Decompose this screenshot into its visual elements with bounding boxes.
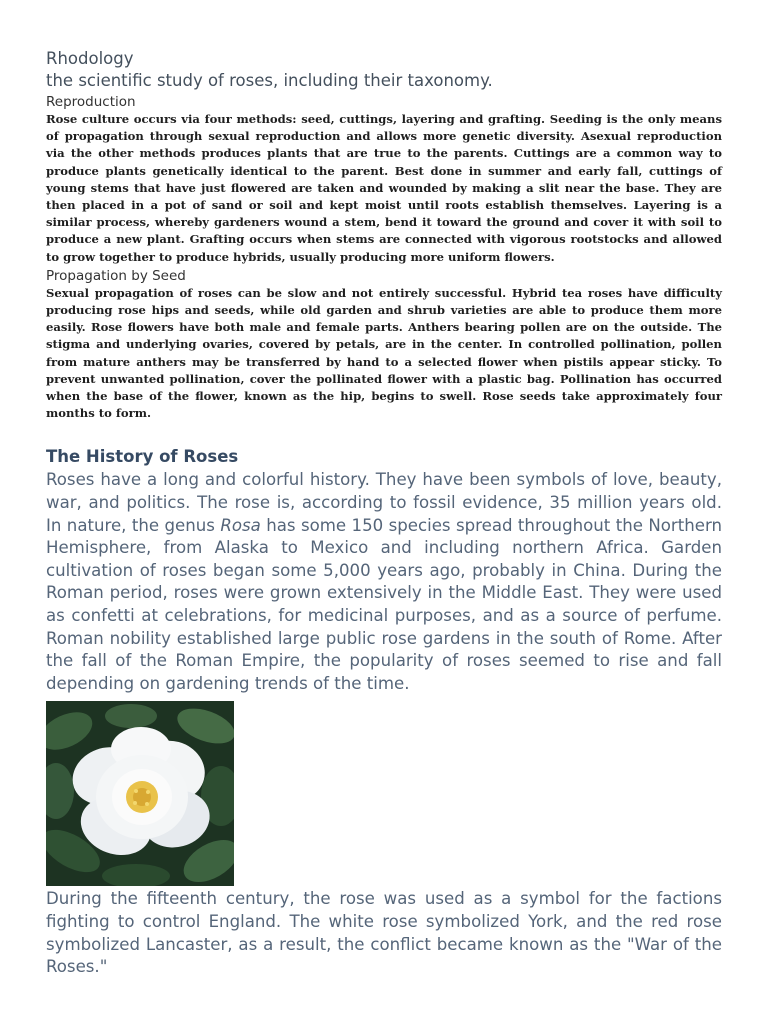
reproduction-paragraph: Rose culture occurs via four methods: seed, cuttings, layering and grafting. Seeding is the only means of propagation through sexual reproduction and allows more genetic diversity. Asexual reproduction via the other methods produces plants that are true to the parents. Cuttings are a common way to produce plants genetically identical to the parent. Best done in summer and early fall, cuttings of young stems that have just flowered are taken and wounded by making a slit near the base. They are then placed in a pot of sand or soil and kept moist until roots establish themselves. Layering is a similar process, whereby gardeners wound a stem, bend it toward the ground and cover it with soil to produce a new plant. Grafting occurs when stems are connected with vigorous rootstocks and allowed to grow together to produce hybrids, usually producing more uniform flowers. xyxy=(46,112,722,264)
propagation-heading: Propagation by Seed xyxy=(46,267,186,284)
history-text-part-2: has some 150 species spread throughout the Northern Hemisphere, from Alaska to Mexico and including northern Africa. Garden cultivation of roses began some 5,000 years ago, probably in China. During the Roman period, roses were grown extensively in the Middle East. They were used as confetti at celebrations, for medicinal purposes, and as a source of perfume. Roman nobility established large public rose gardens in the south of Rome. After the fall of the Roman Empire, the popularity of roses seemed to rise and fall depending on gardening trends of the time. xyxy=(46,515,722,693)
white-rose-photo xyxy=(46,701,234,886)
history-text-part-1: Roses have a long and colorful history. They have been symbols of love, beauty, war, and politics. The rose is, according to fossil evidence, 35 million years old. In nature, the genus xyxy=(46,470,722,535)
reproduction-heading: Reproduction xyxy=(46,94,136,110)
genus-name: Rosa xyxy=(220,515,261,535)
war-of-roses-paragraph: During the fifteenth century, the rose was used as a symbol for the factions fighting to control England. The white rose symbolized York, and the red rose symbolized Lancaster, as a result, the conflict became known as the "War of the Roses." xyxy=(46,889,722,977)
document-title: Rhodology xyxy=(46,49,134,68)
history-paragraph xyxy=(46,469,722,695)
history-heading: The History of Roses xyxy=(46,447,239,467)
document-subtitle: the scientific study of roses, including their taxonomy. xyxy=(46,71,493,90)
propagation-paragraph: Sexual propagation of roses can be slow and not entirely successful. Hybrid tea roses have difficulty producing rose hips and seeds, while old garden and shrub varieties are able to produce them more easily. Rose flowers have both male and female parts. Anthers bearing pollen are on the outside. The stigma and underlying ovaries, covered by petals, are in the center. In controlled pollination, pollen from mature anthers may be transferred by hand to a selected flower when pistils appear sticky. To prevent unwanted pollination, cover the pollinated flower with a plastic bag. Pollination has occurred when the base of the flower, known as the hip, begins to swell. Rose seeds take approximately four months to form. xyxy=(46,285,722,421)
